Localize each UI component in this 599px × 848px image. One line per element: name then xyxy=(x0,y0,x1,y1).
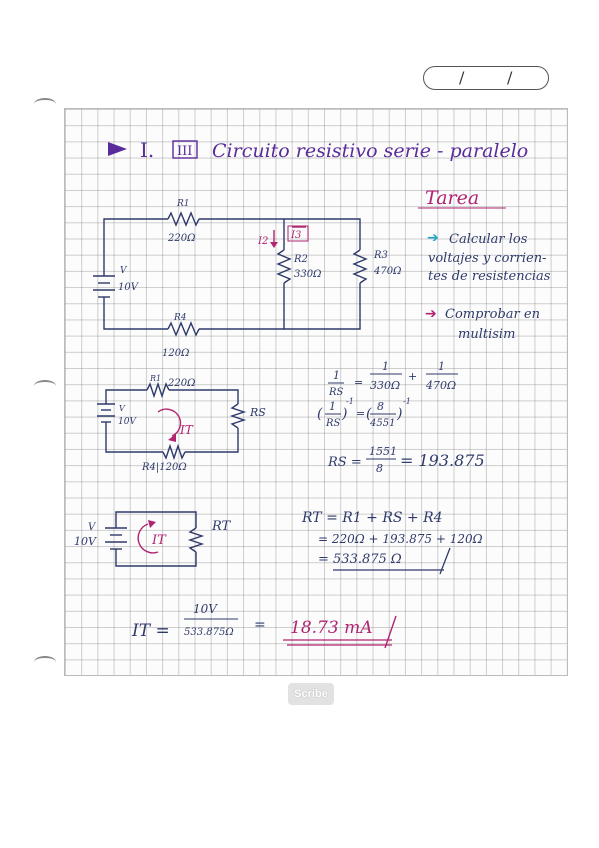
eq3-num: 1551 xyxy=(369,445,397,458)
paren-close: ) xyxy=(342,406,348,422)
r1-name: R1 xyxy=(150,374,162,383)
eq2-equals: = xyxy=(356,407,366,420)
check-mark xyxy=(385,616,396,648)
resistor-rt-symbol xyxy=(190,528,202,552)
it-equals: = xyxy=(254,617,266,633)
task-heading: Tarea xyxy=(425,187,480,209)
r1-name: R1 xyxy=(177,199,190,209)
arrow-head-icon xyxy=(148,520,156,528)
task-item-2-line-1: Comprobar en xyxy=(445,307,540,322)
loop-current-arrow-icon xyxy=(158,409,180,436)
wire xyxy=(185,428,238,452)
r2-name: R2 xyxy=(294,254,308,265)
calc-total-current xyxy=(131,602,396,648)
r4-label: R4|120Ω xyxy=(142,462,187,473)
wire xyxy=(116,552,196,566)
r1-value: 220Ω xyxy=(168,378,196,389)
calc-parallel xyxy=(317,360,485,475)
wire xyxy=(106,390,147,400)
wire xyxy=(104,302,168,329)
triangle-bullet-icon xyxy=(108,142,127,156)
it-den: 533.875Ω xyxy=(184,627,234,638)
rt-line-1: RT = R1 + RS + R4 xyxy=(302,510,443,526)
wire xyxy=(284,283,360,329)
arrow-head-icon xyxy=(168,434,176,442)
wire xyxy=(169,390,238,404)
resistor-r1-symbol xyxy=(147,384,169,396)
it-num: 10V xyxy=(193,602,217,616)
calc-total-resistance xyxy=(301,510,483,574)
source-unit: V xyxy=(88,522,96,533)
resistor-r4-symbol xyxy=(163,446,185,458)
eq2-lhs-num: 1 xyxy=(329,400,336,413)
eq1-term1-num: 1 xyxy=(382,360,389,373)
eq3-den: 8 xyxy=(376,462,383,475)
paren-open: ( xyxy=(317,406,323,422)
loop-current-label: IT xyxy=(152,533,166,548)
source-unit: V xyxy=(120,266,127,276)
boxed-number: III xyxy=(177,144,193,159)
eq1-lhs-den: RS xyxy=(329,387,344,398)
eq1-equals: = xyxy=(354,376,364,389)
resistor-rs-symbol xyxy=(232,404,244,428)
rt-line-3: = 533.875 Ω xyxy=(318,552,402,567)
task-item-2-line-2: multisim xyxy=(458,327,516,342)
date-separator-1: / xyxy=(459,68,465,87)
paren-close: ) xyxy=(397,406,403,422)
rs-name: RS xyxy=(250,406,266,419)
task-item-1-line-3: tes de resistencias xyxy=(428,269,551,284)
eq1-term1-den: 330Ω xyxy=(370,379,401,392)
current-i3-label: I3 xyxy=(291,230,302,241)
source-value: 10V xyxy=(118,417,136,427)
eq1-term2-num: 1 xyxy=(438,360,445,373)
eq2-rhs-exponent: -1 xyxy=(403,397,411,406)
r1-value: 220Ω xyxy=(168,233,196,244)
paren-open: ( xyxy=(366,406,372,422)
resistor-r1-symbol xyxy=(168,213,199,225)
source-value: 10V xyxy=(118,282,138,293)
eq3-lhs: RS = xyxy=(328,455,362,470)
circuit-3-diagram xyxy=(74,512,232,566)
eq1-term2-den: 470Ω xyxy=(426,379,457,392)
eq1-lhs-num: 1 xyxy=(333,369,340,382)
eq2-exponent: -1 xyxy=(346,397,354,406)
it-result: 18.73 mA xyxy=(290,618,373,638)
task-item-1-line-2: voltajes y corrien- xyxy=(428,251,547,266)
arrow-icon: ➔ xyxy=(425,306,437,322)
circuit-2-diagram xyxy=(97,374,266,473)
it-lhs: IT = xyxy=(132,621,170,641)
check-mark xyxy=(440,548,450,574)
wire xyxy=(199,219,360,250)
eq3-result: = 193.875 xyxy=(400,451,485,470)
task-item-1-line-1: Calcular los xyxy=(449,232,528,247)
resistor-r3-symbol xyxy=(354,250,366,283)
page-title: Circuito resistivo serie - paralelo xyxy=(212,140,529,162)
r4-value: 120Ω xyxy=(162,348,190,359)
wire xyxy=(106,428,163,452)
r3-name: R3 xyxy=(374,250,388,261)
eq2-lhs-den: RS xyxy=(326,418,341,429)
section-number: I. xyxy=(140,138,155,162)
circuit-1-diagram xyxy=(93,199,401,359)
rt-name: RT xyxy=(212,519,231,534)
resistor-r4-symbol xyxy=(168,323,199,335)
rt-line-2: = 220Ω + 193.875 + 120Ω xyxy=(318,532,483,546)
eq2-rhs-den: 4551 xyxy=(370,418,396,429)
r3-value: 470Ω xyxy=(374,266,402,277)
resistor-r2-symbol xyxy=(278,250,290,283)
r2-value: 330Ω xyxy=(294,269,322,280)
scribe-logo: Scribe xyxy=(288,683,334,705)
date-separator-2: / xyxy=(507,68,513,87)
eq1-plus: + xyxy=(408,370,418,383)
wire xyxy=(116,512,196,528)
source-value: 10V xyxy=(74,535,96,548)
wire xyxy=(104,219,168,270)
arrow-icon: ➔ xyxy=(427,230,439,246)
arrow-head-icon xyxy=(270,242,278,248)
loop-current-label: IT xyxy=(180,423,193,437)
eq2-rhs-num: 8 xyxy=(377,400,384,413)
source-unit: V xyxy=(119,404,125,413)
r4-name: R4 xyxy=(174,313,187,323)
current-i2-label: I2 xyxy=(258,236,269,247)
